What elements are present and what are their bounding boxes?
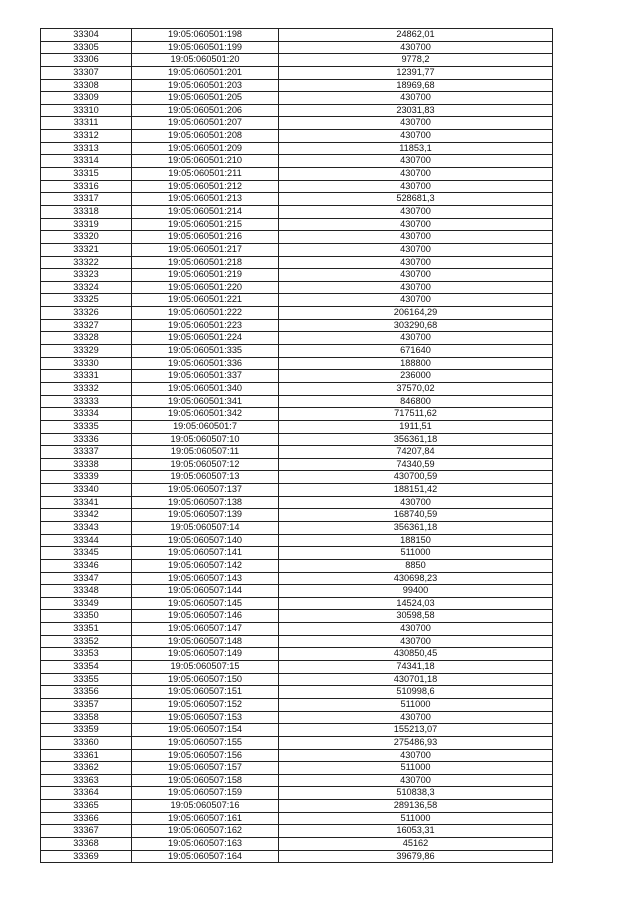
- cadastral-number-cell: 19:05:060501:218: [132, 256, 279, 269]
- row-number-cell: 33367: [41, 825, 132, 838]
- value-cell: 528681,3: [279, 193, 553, 206]
- value-cell: 430701,18: [279, 673, 553, 686]
- data-table: [40, 28, 553, 863]
- cadastral-number-cell: 19:05:060507:142: [132, 559, 279, 572]
- cadastral-number-cell: 19:05:060501:213: [132, 193, 279, 206]
- cadastral-number-cell: 19:05:060507:164: [132, 850, 279, 863]
- value-cell: 511000: [279, 762, 553, 775]
- value-cell: 430700,59: [279, 471, 553, 484]
- table-row: [41, 66, 553, 79]
- row-number-cell: 33329: [41, 345, 132, 358]
- table-row: [41, 319, 553, 332]
- cadastral-number-cell: 19:05:060501:341: [132, 395, 279, 408]
- cadastral-number-cell: 19:05:060507:150: [132, 673, 279, 686]
- row-number-cell: 33310: [41, 104, 132, 117]
- table-row: [41, 559, 553, 572]
- value-cell: 188150: [279, 534, 553, 547]
- table-row: [41, 610, 553, 623]
- row-number-cell: 33348: [41, 585, 132, 598]
- table-body: [41, 29, 553, 863]
- cadastral-number-cell: 19:05:060507:155: [132, 736, 279, 749]
- table-row: [41, 281, 553, 294]
- row-number-cell: 33326: [41, 307, 132, 320]
- value-cell: 236000: [279, 370, 553, 383]
- row-number-cell: 33335: [41, 420, 132, 433]
- value-cell: 430700: [279, 41, 553, 54]
- row-number-cell: 33346: [41, 559, 132, 572]
- table-row: [41, 256, 553, 269]
- row-number-cell: 33322: [41, 256, 132, 269]
- row-number-cell: 33325: [41, 294, 132, 307]
- cadastral-number-cell: 19:05:060501:208: [132, 130, 279, 143]
- cadastral-number-cell: 19:05:060507:147: [132, 623, 279, 636]
- table-row: [41, 850, 553, 863]
- cadastral-number-cell: 19:05:060501:222: [132, 307, 279, 320]
- value-cell: 430700: [279, 774, 553, 787]
- cadastral-number-cell: 19:05:060507:153: [132, 711, 279, 724]
- row-number-cell: 33307: [41, 66, 132, 79]
- cadastral-number-cell: 19:05:060507:140: [132, 534, 279, 547]
- table-row: [41, 509, 553, 522]
- table-row: [41, 117, 553, 130]
- value-cell: 155213,07: [279, 724, 553, 737]
- row-number-cell: 33327: [41, 319, 132, 332]
- table-row: [41, 92, 553, 105]
- value-cell: 430700: [279, 749, 553, 762]
- value-cell: 1911,51: [279, 420, 553, 433]
- value-cell: 510838,3: [279, 787, 553, 800]
- row-number-cell: 33323: [41, 269, 132, 282]
- row-number-cell: 33363: [41, 774, 132, 787]
- table-row: [41, 332, 553, 345]
- cadastral-number-cell: 19:05:060507:137: [132, 484, 279, 497]
- table-row: [41, 294, 553, 307]
- value-cell: 99400: [279, 585, 553, 598]
- cadastral-number-cell: 19:05:060501:342: [132, 408, 279, 421]
- cadastral-number-cell: 19:05:060507:157: [132, 762, 279, 775]
- cadastral-number-cell: 19:05:060507:159: [132, 787, 279, 800]
- cadastral-number-cell: 19:05:060501:203: [132, 79, 279, 92]
- value-cell: 430700: [279, 243, 553, 256]
- table-row: [41, 749, 553, 762]
- cadastral-number-cell: 19:05:060501:210: [132, 155, 279, 168]
- cadastral-number-cell: 19:05:060507:158: [132, 774, 279, 787]
- table-row: [41, 54, 553, 67]
- cadastral-number-cell: 19:05:060507:149: [132, 648, 279, 661]
- table-row: [41, 774, 553, 787]
- cadastral-number-cell: 19:05:060507:151: [132, 686, 279, 699]
- row-number-cell: 33360: [41, 736, 132, 749]
- table-row: [41, 635, 553, 648]
- cadastral-number-cell: 19:05:060501:221: [132, 294, 279, 307]
- cadastral-number-cell: 19:05:060507:139: [132, 509, 279, 522]
- row-number-cell: 33308: [41, 79, 132, 92]
- value-cell: 511000: [279, 698, 553, 711]
- value-cell: 74207,84: [279, 446, 553, 459]
- table-row: [41, 724, 553, 737]
- table-row: [41, 243, 553, 256]
- cadastral-number-cell: 19:05:060501:219: [132, 269, 279, 282]
- value-cell: 430700: [279, 623, 553, 636]
- cadastral-number-cell: 19:05:060507:163: [132, 838, 279, 851]
- value-cell: 430700: [279, 332, 553, 345]
- cadastral-number-cell: 19:05:060501:224: [132, 332, 279, 345]
- row-number-cell: 33328: [41, 332, 132, 345]
- cadastral-number-cell: 19:05:060507:152: [132, 698, 279, 711]
- cadastral-number-cell: 19:05:060507:138: [132, 496, 279, 509]
- table-row: [41, 484, 553, 497]
- row-number-cell: 33321: [41, 243, 132, 256]
- value-cell: 430700: [279, 155, 553, 168]
- cadastral-number-cell: 19:05:060507:11: [132, 446, 279, 459]
- table-row: [41, 661, 553, 674]
- table-row: [41, 572, 553, 585]
- row-number-cell: 33362: [41, 762, 132, 775]
- value-cell: 430700: [279, 180, 553, 193]
- cadastral-number-cell: 19:05:060507:12: [132, 458, 279, 471]
- cadastral-number-cell: 19:05:060501:214: [132, 205, 279, 218]
- row-number-cell: 33365: [41, 800, 132, 813]
- value-cell: 289136,58: [279, 800, 553, 813]
- value-cell: 430700: [279, 496, 553, 509]
- row-number-cell: 33341: [41, 496, 132, 509]
- value-cell: 846800: [279, 395, 553, 408]
- value-cell: 430698,23: [279, 572, 553, 585]
- cadastral-number-cell: 19:05:060501:201: [132, 66, 279, 79]
- row-number-cell: 33356: [41, 686, 132, 699]
- value-cell: 23031,83: [279, 104, 553, 117]
- row-number-cell: 33351: [41, 623, 132, 636]
- value-cell: 303290,68: [279, 319, 553, 332]
- value-cell: 16053,31: [279, 825, 553, 838]
- value-cell: 24862,01: [279, 29, 553, 42]
- value-cell: 430700: [279, 92, 553, 105]
- value-cell: 430700: [279, 281, 553, 294]
- row-number-cell: 33318: [41, 205, 132, 218]
- row-number-cell: 33316: [41, 180, 132, 193]
- row-number-cell: 33364: [41, 787, 132, 800]
- row-number-cell: 33340: [41, 484, 132, 497]
- table-row: [41, 205, 553, 218]
- value-cell: 430700: [279, 218, 553, 231]
- row-number-cell: 33366: [41, 812, 132, 825]
- table-row: [41, 471, 553, 484]
- cadastral-number-cell: 19:05:060507:143: [132, 572, 279, 585]
- value-cell: 430700: [279, 269, 553, 282]
- cadastral-number-cell: 19:05:060507:14: [132, 521, 279, 534]
- table-row: [41, 762, 553, 775]
- row-number-cell: 33339: [41, 471, 132, 484]
- row-number-cell: 33358: [41, 711, 132, 724]
- value-cell: 8850: [279, 559, 553, 572]
- cadastral-number-cell: 19:05:060501:335: [132, 345, 279, 358]
- row-number-cell: 33359: [41, 724, 132, 737]
- table-row: [41, 269, 553, 282]
- table-row: [41, 825, 553, 838]
- cadastral-number-cell: 19:05:060501:223: [132, 319, 279, 332]
- row-number-cell: 33315: [41, 168, 132, 181]
- row-number-cell: 33353: [41, 648, 132, 661]
- table-row: [41, 711, 553, 724]
- row-number-cell: 33331: [41, 370, 132, 383]
- table-row: [41, 130, 553, 143]
- value-cell: 74341,18: [279, 661, 553, 674]
- table-row: [41, 698, 553, 711]
- table-row: [41, 648, 553, 661]
- value-cell: 430700: [279, 711, 553, 724]
- table-row: [41, 382, 553, 395]
- row-number-cell: 33313: [41, 142, 132, 155]
- cadastral-number-cell: 19:05:060507:10: [132, 433, 279, 446]
- value-cell: 430700: [279, 168, 553, 181]
- table-row: [41, 370, 553, 383]
- value-cell: 45162: [279, 838, 553, 851]
- cadastral-number-cell: 19:05:060501:207: [132, 117, 279, 130]
- cadastral-number-cell: 19:05:060501:206: [132, 104, 279, 117]
- table-row: [41, 41, 553, 54]
- row-number-cell: 33333: [41, 395, 132, 408]
- table-row: [41, 218, 553, 231]
- cadastral-number-cell: 19:05:060501:337: [132, 370, 279, 383]
- row-number-cell: 33324: [41, 281, 132, 294]
- table-row: [41, 168, 553, 181]
- table-row: [41, 307, 553, 320]
- table-row: [41, 180, 553, 193]
- value-cell: 12391,77: [279, 66, 553, 79]
- cadastral-number-cell: 19:05:060501:215: [132, 218, 279, 231]
- table-row: [41, 408, 553, 421]
- row-number-cell: 33369: [41, 850, 132, 863]
- table-row: [41, 433, 553, 446]
- value-cell: 356361,18: [279, 433, 553, 446]
- table-row: [41, 496, 553, 509]
- table-row: [41, 534, 553, 547]
- table-row: [41, 521, 553, 534]
- row-number-cell: 33350: [41, 610, 132, 623]
- table-row: [41, 420, 553, 433]
- row-number-cell: 33343: [41, 521, 132, 534]
- cadastral-number-cell: 19:05:060507:145: [132, 597, 279, 610]
- row-number-cell: 33311: [41, 117, 132, 130]
- value-cell: 74340,59: [279, 458, 553, 471]
- value-cell: 11853,1: [279, 142, 553, 155]
- row-number-cell: 33330: [41, 357, 132, 370]
- cadastral-number-cell: 19:05:060507:146: [132, 610, 279, 623]
- row-number-cell: 33332: [41, 382, 132, 395]
- cadastral-number-cell: 19:05:060507:162: [132, 825, 279, 838]
- table-row: [41, 597, 553, 610]
- table-row: [41, 838, 553, 851]
- row-number-cell: 33349: [41, 597, 132, 610]
- row-number-cell: 33320: [41, 231, 132, 244]
- cadastral-number-cell: 19:05:060501:336: [132, 357, 279, 370]
- value-cell: 510998,6: [279, 686, 553, 699]
- value-cell: 717511,62: [279, 408, 553, 421]
- value-cell: 511000: [279, 547, 553, 560]
- table-row: [41, 345, 553, 358]
- cadastral-number-cell: 19:05:060501:209: [132, 142, 279, 155]
- row-number-cell: 33317: [41, 193, 132, 206]
- table-row: [41, 79, 553, 92]
- row-number-cell: 33354: [41, 661, 132, 674]
- row-number-cell: 33306: [41, 54, 132, 67]
- value-cell: 430700: [279, 205, 553, 218]
- table-row: [41, 736, 553, 749]
- table-row: [41, 800, 553, 813]
- cadastral-number-cell: 19:05:060507:154: [132, 724, 279, 737]
- row-number-cell: 33352: [41, 635, 132, 648]
- cadastral-number-cell: 19:05:060501:220: [132, 281, 279, 294]
- table-row: [41, 686, 553, 699]
- value-cell: 206164,29: [279, 307, 553, 320]
- table-row: [41, 155, 553, 168]
- cadastral-number-cell: 19:05:060507:141: [132, 547, 279, 560]
- row-number-cell: 33309: [41, 92, 132, 105]
- table-row: [41, 446, 553, 459]
- row-number-cell: 33357: [41, 698, 132, 711]
- cadastral-number-cell: 19:05:060507:15: [132, 661, 279, 674]
- cadastral-number-cell: 19:05:060507:13: [132, 471, 279, 484]
- value-cell: 37570,02: [279, 382, 553, 395]
- cadastral-number-cell: 19:05:060501:205: [132, 92, 279, 105]
- value-cell: 430850,45: [279, 648, 553, 661]
- value-cell: 188151,42: [279, 484, 553, 497]
- row-number-cell: 33338: [41, 458, 132, 471]
- cadastral-number-cell: 19:05:060501:216: [132, 231, 279, 244]
- row-number-cell: 33336: [41, 433, 132, 446]
- value-cell: 275486,93: [279, 736, 553, 749]
- row-number-cell: 33305: [41, 41, 132, 54]
- value-cell: 430700: [279, 256, 553, 269]
- value-cell: 168740,59: [279, 509, 553, 522]
- table-row: [41, 585, 553, 598]
- value-cell: 430700: [279, 294, 553, 307]
- row-number-cell: 33368: [41, 838, 132, 851]
- row-number-cell: 33347: [41, 572, 132, 585]
- row-number-cell: 33344: [41, 534, 132, 547]
- value-cell: 18969,68: [279, 79, 553, 92]
- row-number-cell: 33337: [41, 446, 132, 459]
- row-number-cell: 33312: [41, 130, 132, 143]
- value-cell: 511000: [279, 812, 553, 825]
- row-number-cell: 33304: [41, 29, 132, 42]
- cadastral-number-cell: 19:05:060501:217: [132, 243, 279, 256]
- row-number-cell: 33314: [41, 155, 132, 168]
- value-cell: 430700: [279, 231, 553, 244]
- row-number-cell: 33319: [41, 218, 132, 231]
- cadastral-number-cell: 19:05:060507:156: [132, 749, 279, 762]
- cadastral-number-cell: 19:05:060507:144: [132, 585, 279, 598]
- table-row: [41, 357, 553, 370]
- value-cell: 39679,86: [279, 850, 553, 863]
- row-number-cell: 33345: [41, 547, 132, 560]
- cadastral-number-cell: 19:05:060507:161: [132, 812, 279, 825]
- table-row: [41, 812, 553, 825]
- value-cell: 430700: [279, 130, 553, 143]
- cadastral-number-cell: 19:05:060501:212: [132, 180, 279, 193]
- cadastral-number-cell: 19:05:060501:198: [132, 29, 279, 42]
- row-number-cell: 33342: [41, 509, 132, 522]
- value-cell: 671640: [279, 345, 553, 358]
- table-row: [41, 193, 553, 206]
- row-number-cell: 33361: [41, 749, 132, 762]
- table-row: [41, 458, 553, 471]
- cadastral-number-cell: 19:05:060501:199: [132, 41, 279, 54]
- row-number-cell: 33355: [41, 673, 132, 686]
- cadastral-number-cell: 19:05:060501:211: [132, 168, 279, 181]
- cadastral-number-cell: 19:05:060501:7: [132, 420, 279, 433]
- table-row: [41, 623, 553, 636]
- value-cell: 30598,58: [279, 610, 553, 623]
- table-row: [41, 673, 553, 686]
- value-cell: 188800: [279, 357, 553, 370]
- cadastral-number-cell: 19:05:060501:340: [132, 382, 279, 395]
- cadastral-number-cell: 19:05:060507:148: [132, 635, 279, 648]
- value-cell: 14524,03: [279, 597, 553, 610]
- table-row: [41, 29, 553, 42]
- table-row: [41, 395, 553, 408]
- table-row: [41, 231, 553, 244]
- value-cell: 430700: [279, 635, 553, 648]
- table-row: [41, 547, 553, 560]
- table-row: [41, 142, 553, 155]
- cadastral-number-cell: 19:05:060507:16: [132, 800, 279, 813]
- row-number-cell: 33334: [41, 408, 132, 421]
- value-cell: 430700: [279, 117, 553, 130]
- table-row: [41, 787, 553, 800]
- value-cell: 356361,18: [279, 521, 553, 534]
- cadastral-number-cell: 19:05:060501:20: [132, 54, 279, 67]
- table-row: [41, 104, 553, 117]
- value-cell: 9778,2: [279, 54, 553, 67]
